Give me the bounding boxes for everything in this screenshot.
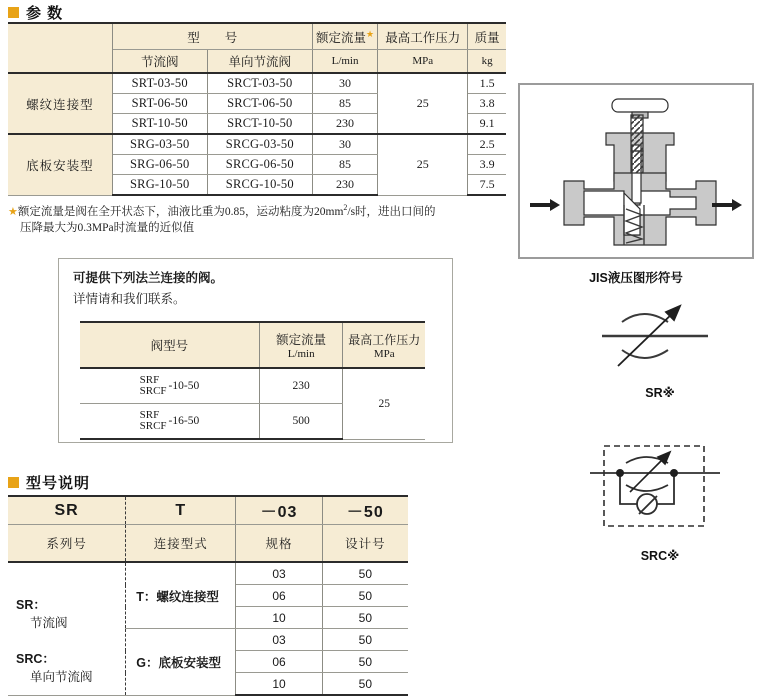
cell-check-throttle-model: SRCG-06-50 <box>207 155 312 175</box>
code-spec-value: 10 <box>236 673 322 696</box>
section-bullet-icon <box>8 7 19 18</box>
table-row <box>80 368 425 404</box>
code-example-row <box>8 496 408 525</box>
code-spec-value: 03 <box>236 562 322 585</box>
flange-cell-model <box>80 404 259 440</box>
code-connection-threaded <box>126 562 236 629</box>
check-valve-icon <box>637 494 657 514</box>
flange-table <box>80 321 425 440</box>
cell-check-throttle-model: SRCG-10-50 <box>207 175 312 196</box>
table-header-row-1 <box>8 23 506 50</box>
footnote-line1: 额定流量是阀在全开状态下，油液比重为0.85，运动粘度为20mm <box>17 205 344 218</box>
series-desc-src: 单向节流阀 <box>30 670 93 684</box>
header-max-pressure-unit: MPa <box>378 50 468 74</box>
cell-throttle-model: SRG-10-50 <box>112 175 207 196</box>
src-symbol-diagram <box>590 440 720 536</box>
header-rated-flow-text: 额定流量 <box>315 30 366 45</box>
cell-flow: 230 <box>312 114 377 135</box>
code-design-value: 50 <box>322 629 408 651</box>
cell-check-throttle-model: SRCG-03-50 <box>207 134 312 155</box>
flange-model-top: SRF <box>139 374 160 386</box>
code-connection-subplate <box>126 629 236 696</box>
code-design-value: 50 <box>322 673 408 696</box>
code-example-connection: T <box>126 496 236 525</box>
footnote-line2: 压降最大为0.3MPa时流量的近似值 <box>20 221 195 234</box>
parameters-table <box>8 22 506 196</box>
flange-model-suffix: -16-50 <box>168 415 200 427</box>
cell-pressure-threaded: 25 <box>378 73 468 134</box>
cell-throttle-model: SRT-03-50 <box>112 73 207 94</box>
code-label-connection: 连接型式 <box>126 525 236 563</box>
src-symbol <box>590 440 720 536</box>
footnote-line1-tail: /s时，进出口间的 <box>347 205 436 218</box>
cell-flow: 85 <box>312 155 377 175</box>
code-spec-value: 10 <box>236 607 322 629</box>
code-spec-value: 03 <box>236 629 322 651</box>
cell-throttle-model: SRT-06-50 <box>112 94 207 114</box>
series-entry-sr <box>16 567 125 631</box>
cell-mass: 2.5 <box>468 134 506 155</box>
code-spec-value: 06 <box>236 585 322 607</box>
table-row <box>8 134 506 155</box>
code-label-design: 设计号 <box>322 525 408 563</box>
flange-model-stack <box>140 410 167 432</box>
code-label-row <box>8 525 408 563</box>
code-example-design: －50 <box>322 496 408 525</box>
cell-flow: 85 <box>312 94 377 114</box>
code-label-series: 系列号 <box>8 525 126 563</box>
params-section-heading <box>8 2 63 23</box>
cell-mass: 3.8 <box>468 94 506 114</box>
flange-cell-pressure: 25 <box>343 368 425 439</box>
params-title: 参 数 <box>26 5 64 22</box>
series-name-sr: SR： <box>16 598 46 612</box>
footnote-star-icon: ★ <box>366 28 375 39</box>
flange-note-line1: 可提供下列法兰连接的阀。 <box>73 271 224 285</box>
flange-header-rated-flow-unit: L/min <box>287 348 315 360</box>
cell-flow: 30 <box>312 73 377 94</box>
code-section-heading <box>8 472 90 493</box>
sr-symbol <box>600 300 710 372</box>
flange-header-max-pressure-unit: MPa <box>373 347 395 360</box>
code-spec-value: 06 <box>236 651 322 673</box>
flange-model-top: SRF <box>139 409 160 421</box>
code-design-value: 50 <box>322 562 408 585</box>
table-row <box>8 73 506 94</box>
flange-header-max-pressure <box>343 322 425 368</box>
valve-cross-section-box <box>518 83 754 259</box>
code-design-value: 50 <box>322 585 408 607</box>
header-max-pressure: 最高工作压力 <box>378 23 468 50</box>
code-design-value: 50 <box>322 651 408 673</box>
header-rated-flow <box>312 23 377 50</box>
cell-throttle-model: SRG-03-50 <box>112 134 207 155</box>
flange-cell-model <box>80 368 259 404</box>
flange-header-rated-flow-text: 额定流量 <box>276 333 327 347</box>
flange-header-rated-flow <box>259 322 343 368</box>
footnote-text <box>8 200 508 236</box>
flange-header-row <box>80 322 425 368</box>
connection-label-t: T：螺纹连接型 <box>136 589 219 604</box>
valve-cross-section-diagram <box>520 85 752 257</box>
flange-cell-flow: 500 <box>259 404 343 440</box>
cell-mass: 9.1 <box>468 114 506 135</box>
cell-check-throttle-model: SRCT-10-50 <box>207 114 312 135</box>
flange-note-line2: 详情请和我们联系。 <box>73 292 186 306</box>
src-symbol-caption: SRC※ <box>640 549 680 563</box>
code-series-descriptions <box>8 562 126 695</box>
code-example-series: SR <box>8 496 126 525</box>
sr-symbol-diagram <box>600 300 710 372</box>
table-row <box>8 562 408 585</box>
flange-cell-flow: 230 <box>259 368 343 404</box>
footnote-superscript: 2 <box>343 203 348 212</box>
cell-flow: 230 <box>312 175 377 196</box>
flange-valve-box <box>58 258 453 443</box>
series-desc-sr: 节流阀 <box>30 616 68 630</box>
cell-throttle-model: SRT-10-50 <box>112 114 207 135</box>
code-design-value: 50 <box>322 607 408 629</box>
cell-flow: 30 <box>312 134 377 155</box>
flange-model-stack <box>140 375 167 397</box>
cell-mass: 7.5 <box>468 175 506 196</box>
header-col-throttle: 节流阀 <box>112 50 207 74</box>
sr-symbol-caption: SR※ <box>645 386 675 400</box>
header-col-check-throttle: 单向节流阀 <box>207 50 312 74</box>
flange-model-bottom: SRCF <box>139 420 167 432</box>
header-model-group: 型 号 <box>112 23 312 50</box>
footnote-star-icon: ★ <box>8 205 18 218</box>
flange-model-suffix: -10-50 <box>168 380 200 392</box>
cell-throttle-model: SRG-06-50 <box>112 155 207 175</box>
cell-pressure-subplate: 25 <box>378 134 468 195</box>
series-name-src: SRC： <box>16 652 55 666</box>
cell-mass: 3.9 <box>468 155 506 175</box>
header-blank <box>8 23 112 73</box>
cell-mass: 1.5 <box>468 73 506 94</box>
flange-model-bottom: SRCF <box>139 385 167 397</box>
header-rated-flow-unit: L/min <box>312 50 377 74</box>
code-title: 型号说明 <box>26 475 91 492</box>
series-entry-src <box>16 631 125 685</box>
valve-diagram-caption: JIS液压图形符号 <box>589 271 683 285</box>
connection-label-g: G：底板安装型 <box>136 655 221 670</box>
code-example-spec: －03 <box>236 496 322 525</box>
row-group-label-subplate: 底板安装型 <box>8 134 112 195</box>
row-group-label-threaded: 螺纹连接型 <box>8 73 112 134</box>
flange-header-valve-model: 阀型号 <box>80 322 259 368</box>
section-bullet-icon <box>8 477 19 488</box>
header-mass-unit: kg <box>468 50 506 74</box>
flange-header-max-pressure-text: 最高工作压力 <box>348 332 421 347</box>
cell-check-throttle-model: SRCT-03-50 <box>207 73 312 94</box>
header-mass: 质量 <box>468 23 506 50</box>
code-label-spec: 规格 <box>236 525 322 563</box>
cell-check-throttle-model: SRCT-06-50 <box>207 94 312 114</box>
model-code-table <box>8 495 408 696</box>
